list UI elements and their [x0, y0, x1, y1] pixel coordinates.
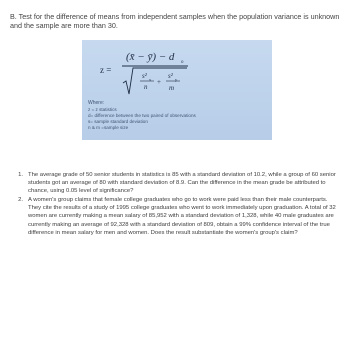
formula-numerator-sub: o — [181, 60, 184, 65]
plus-sign: + — [157, 78, 161, 86]
term1-subscript: x — [149, 77, 152, 82]
question-item — [10, 196, 340, 236]
question-number: 2. — [18, 197, 23, 204]
formula-image — [82, 40, 272, 140]
question-list — [10, 171, 340, 237]
question-text: The average grade of 50 senior students in statistics is 85 with a standard deviation of 10.2, while a group of 60 senior students got an average of 80 with standard deviation of 8.9. Can the difference in the mean grade be attributed to chance, using 0.05 level of significance? — [28, 172, 336, 195]
z-test-formula — [82, 40, 272, 98]
formula-lhs: z = — [100, 65, 112, 75]
where-line: s= sample standard deviation — [88, 119, 148, 125]
where-line: n & m =sample size — [88, 125, 129, 131]
question-number: 1. — [18, 172, 23, 178]
question-text: A women's group claims that female college graduates who go to work were paid less than their male counterparts. They cite the results of a study of 1995 college graduates who went to work immediately upon graduation. A total of 32 women are currently making a mean salary of 85,952 with a standard deviation of 1,328, while 40 male graduates are currently making an average of 92,328 with a standard deviation of 809, obtain a 99% confidence interval of the true difference in mean salary for men and women. Does the result substantiate the women's group's claim? — [28, 197, 336, 236]
term2-numerator: s² — [168, 72, 173, 80]
term2-denominator: m — [169, 84, 175, 92]
section-heading: B. Test for the difference of means from independent samples when the population variance is unknown and the sample are more than 30. — [10, 12, 340, 31]
term1-denominator: n — [144, 83, 148, 91]
where-legend — [88, 100, 268, 132]
question-item — [10, 171, 340, 195]
where-line: z = z statistics — [88, 106, 117, 112]
term2-subscript: y — [175, 77, 178, 82]
where-label: Where: — [88, 100, 105, 106]
formula-numerator: (x̄ − ȳ) − d — [126, 51, 175, 63]
term1-numerator: s² — [142, 72, 147, 80]
where-line: d= difference between the two paired of observations — [88, 112, 196, 118]
